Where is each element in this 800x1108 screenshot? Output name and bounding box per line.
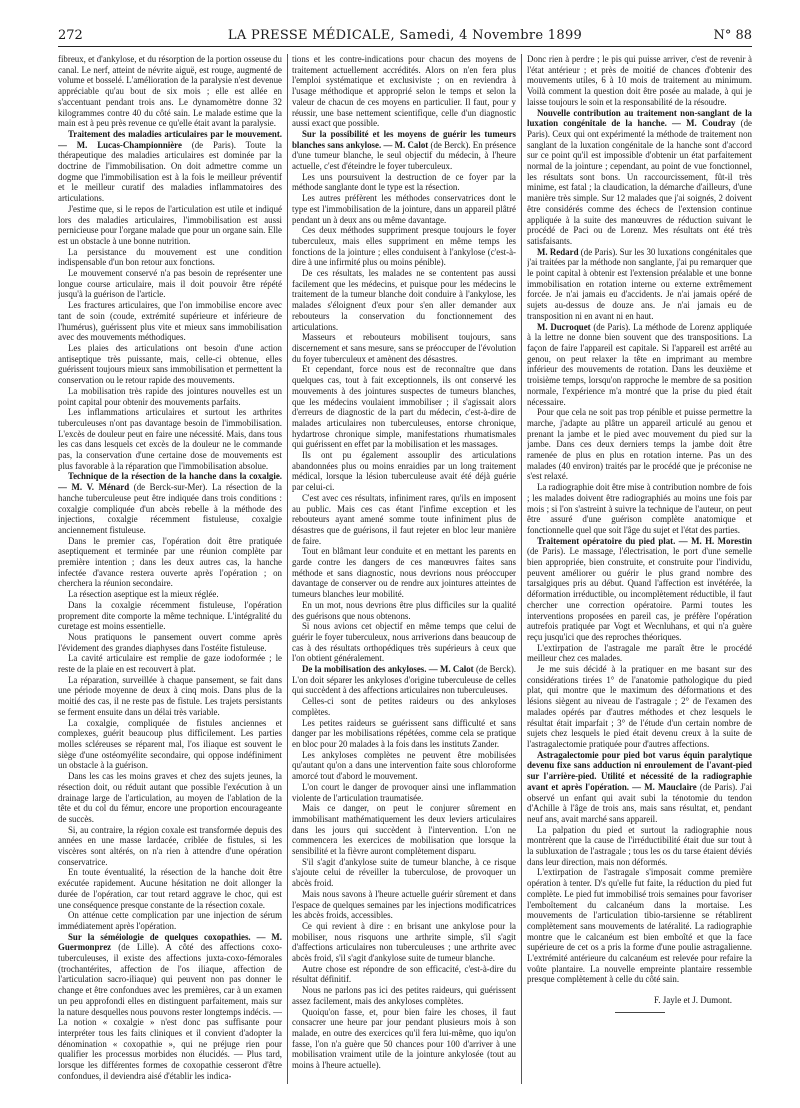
- paragraph-text: Ces deux méthodes suppriment presque toujours le foyer tuberculeux, mais elles suppriment en même temps les fonctions de la jointure ; elles conduisent à l'ankylose (c'est-à-dire à une infirmité plus ou moins pénible).: [292, 225, 516, 268]
- paragraph: [292, 985, 516, 1006]
- page-header: [58, 28, 752, 48]
- paragraph-text: (de Paris). Toute la thérapeutique des maladies articulaires est dominée par la doctrine de l'immobilisation. On doit admettre comme un dogme que l'immobilisation est à la fois le meilleur préventif et le meilleur curatif des maladies inflammatoires des articulations.: [58, 139, 282, 204]
- paragraph-text: Dans les cas les moins graves et chez des sujets jeunes, la résection doit, ou réduit autant que possible l'exécution à un drainage large de l'articulation, au moyen de l'ablation de la tête et du col du fémur, encore une proportion encourageante de succès.: [58, 771, 282, 824]
- paragraph: [58, 825, 282, 868]
- paragraph-text: Les plaies des articulations ont besoin d'une action antiseptique très puissante, mais, celle-ci obtenue, elles guérissent toujours mieux sans immobilisation et permettent la conservation ou le retour rapide des mouvements.: [58, 342, 282, 386]
- paragraph: [527, 407, 752, 482]
- paragraph: [58, 600, 282, 632]
- paragraph-text: (de Paris). Le massage, l'électrisation, le port d'une semelle bien appropriée, bien construite, et construite pour l'individu, peuvent améliorer ou guérir le plus grand nombre des tarsalgiques pris au début. Quand l'affection est invétérée, la déformation irréductible, ou incomplètement réductible, il faut chercher une correction opératoire. Parmi toutes les interventions proposées en pareil cas, je préfère l'opération autrefois pratiquée par Vogt et Wecnluhans, et qui n'a guère reçu jusqu'ici que des reproches théoriques.: [527, 546, 752, 642]
- paragraph-text: (de Paris). J'ai observé un enfant qui avait subi la ténotomie du tendon d'Achille à l'âge de trois ans, mais sans résultat, et, pendant neuf ans, avait marché sans appareil.: [527, 781, 752, 824]
- section-heading: Nouvelle contribution au traitement non-sanglant de la luxation congénitale de la hanche. — M. Coudray: [527, 107, 752, 129]
- paragraph-text: Quoiqu'on fasse, et, pour bien faire les choses, il faut consacrer une heure par jour pendant plusieurs mois à son malade, en outre des exercices qu'il fera lui-même, quo iqu'on fasse, l'on n'a guère que 50 chances pour 100 d'arriver à une mobilisation vraiment utile de la jointure ankylosée (tout au moins à l'heure actuelle).: [292, 1006, 516, 1071]
- paragraph-text: Ils ont pu également assouplir des articulations abandonnées plus ou moins enraidies par un long traitement médical, lorsque la lésion tuberculeuse avait été déjà guérie par celui-ci.: [292, 450, 516, 493]
- column-separator: [521, 54, 522, 1084]
- text-column-3: [527, 54, 752, 1084]
- paragraph-text: La mobilisation très rapide des jointures nouvelles est un point capital pour obtenir des mouvements parfaits.: [58, 385, 282, 407]
- paragraph: [292, 696, 516, 717]
- section-heading: M. Redard: [537, 246, 579, 257]
- author-signature: F. Jayle et J. Dumont.: [653, 995, 732, 1006]
- paragraph-text: Les fractures articulaires, que l'on immobilise encore avec tant de soin (coude, extrémité supérieure et inférieure de l'humérus), guérissent plus vite et mieux sans immobilisation avec des mouvements méthodiques.: [58, 300, 282, 343]
- paragraph: [527, 108, 752, 247]
- paragraph: [292, 225, 516, 268]
- paragraph-text: S'il s'agit d'ankylose suite de tumeur blanche, à ce risque s'ajoute celui de réveiller la tuberculose, de provoquer un abcès froid.: [292, 856, 516, 889]
- paragraph-text: Dans la coxalgie récemment fistuleuse, l'opération proprement dite comporte la même technique. L'intégralité du curetage est moins essentielle.: [58, 599, 282, 632]
- paragraph: [527, 825, 752, 868]
- paragraph: [527, 750, 752, 825]
- section-heading: Traitement opératoire du pied plat. — M. H. Morestin: [537, 535, 752, 546]
- paragraph: [58, 867, 282, 910]
- column-separator: [287, 54, 288, 1084]
- paragraph: [292, 54, 516, 129]
- paragraph: [58, 386, 282, 407]
- paragraph-text: tions et les contre-indications pour chacun des moyens de traitement actuellement accrédités. Alors on n'en fera plus l'emploi systématique et exclusiviste ; on en reviendra à l'usage méthodique et approprié selon le temps et selon la valeur de chacun de ces moyens en particulier. Il faut, pour y réussir, une base nettement scientifique, celle d'un diagnostic aussi exact que possible.: [292, 54, 516, 129]
- paragraph-text: Autre chose est répondre de son efficacité, c'est-à-dire du résultat définitif.: [292, 963, 516, 985]
- paragraph: [58, 343, 282, 386]
- paragraph: [527, 664, 752, 750]
- paragraph: [58, 204, 282, 247]
- paragraph: [292, 268, 516, 332]
- paragraph: [292, 172, 516, 193]
- paragraph-text: C'est avec ces résultats, infiniment rares, qu'ils en imposent au public. Mais ces cas étant l'infime exception et les rebouteurs ayant amené somme toute infiniment plus de désastres que de guérisons, il faut rejeter en bloc leur manière de faire.: [292, 492, 516, 546]
- paragraph-text: (de Paris). Ceux qui ont expérimenté la méthode de traitement non sanglant de la luxation congénitale de la hanche sont d'accord sur ce point qu'il est impossible d'obtenir un état parfaitement normal de la jointure ; cependant, au point de vue fonctionnel, les résultats sont bons. Un raccourcissement, fût-il très minime, est fatal ; la claudication, la démarche d'ailleurs, d'une manière très simple. Sur 12 malades que j'ai soignés, 2 doivent être considérés comme des échecs de l'extension continue appliquée à la suite des manœuvres de réduction suivant le procédé de Paci ou de Lorenz. Mes résultats ont été très satisfaisants.: [527, 118, 752, 246]
- issue-number: N° 88: [713, 28, 752, 43]
- paragraph-text: Les petites raideurs se guérissent sans difficulté et sans danger par les mobilisations répétées, comme cela se pratique en bloc pour 20 malades à la fois dans les instituts Zander.: [292, 717, 516, 749]
- paragraph: [292, 889, 516, 921]
- end-rule: [615, 1012, 665, 1013]
- paragraph: [58, 536, 282, 590]
- paragraph: [292, 803, 516, 857]
- paragraph: [58, 718, 282, 772]
- section-heading: Traitement des maladies articulaires par le mouvement. — M. Lucas-Championnière: [58, 128, 282, 150]
- paragraph: [58, 407, 282, 471]
- paragraph-text: De ces résultats, les malades ne se contentent pas aussi facilement que les médecins, et puisque pour les médecins le traitement de la tumeur blanche doit conduire à l'ankylose, les malades s'éloignent d'eux pour s'en aller demander aux rebouteurs la conservation du fonctionnement des articulations.: [292, 268, 516, 332]
- paragraph-text: Les autres préfèrent les méthodes conservatrices dont le type est l'immobilisation de la jointure, dans un appareil plâtré pendant un à deux ans ou même davantage.: [292, 193, 516, 225]
- paragraph-text: Et cependant, force nous est de reconnaître que dans quelques cas, tout à fait exceptionnels, ils ont conservé les mouvements à des jointures suspectes de tumeurs blanches, que les médecins voulaient immobiliser ; il s'agissait alors d'erreurs de diagnostic de la part du médecin, c'est-à-dire de malades articulaires non tuberculeuses, entorse chronique, hydartrose chronique simple, manifestations rhumatismales qui guérissent en effet par la mobilisation et les massages.: [292, 364, 516, 450]
- paragraph: [527, 536, 752, 643]
- paragraph-text: Donc rien à perdre ; le pis qui puisse arriver, c'est de revenir à l'état antérieur ; et près de moitié de chances d'obtenir des mouvements utiles, 6 à 10 mois de traitement au minimum. Voilà comment la question doit être posée au malade, à qui je laisse toujours le soin et la responsabilité de la résoudre.: [527, 54, 752, 107]
- paragraph-text: En toute éventualité, la résection de la hanche doit être exécutée rapidement. Aucune hésitation ne doit allonger la durée de l'opération, car tout retard aggrave le choc, qui est une conséquence presque constante de la résection coxale.: [58, 867, 282, 910]
- paragraph-text: Les uns poursuivent la destruction de ce foyer par la méthode sanglante dont le type est la résection.: [292, 171, 516, 193]
- paragraph-text: La persistance du mouvement est une condition indispensable d'un bon retour aux fonctions.: [58, 246, 282, 268]
- paragraph: [527, 322, 752, 408]
- paragraph: [58, 771, 282, 825]
- paragraph: [527, 247, 752, 322]
- paragraph: [292, 193, 516, 225]
- paragraph: [292, 921, 516, 964]
- paragraph: [58, 300, 282, 343]
- paragraph: [292, 857, 516, 889]
- paragraph-text: L'extirpation de l'astragale me paraît être le procédé meilleur chez ces malades.: [527, 642, 752, 664]
- paragraph-text: Si, au contraire, la région coxale est transformée depuis des années en une masse lardacée, criblée de fistules, si les viscères sont altérés, on n'a rien à attendre d'une opération conservatrice.: [58, 824, 282, 867]
- paragraph-text: L'on court le danger de provoquer ainsi une inflammation violente de l'articulation traumatisée.: [292, 781, 516, 803]
- paragraph-text: (de Paris). Sur les 30 luxations congénitales que j'ai traitées par la méthode non sanglante, j'ai pu remarquer que le point capital à obtenir est l'extension préalable et une bonne immobilisation en rotation interne ou externe extrêmement forcée. Je n'ai jamais eu d'accidents. Je n'ai jamais opéré de sujets au-dessus de douze ans. Je n'ai jamais eu de transposition ni en avant ni en haut.: [527, 246, 752, 321]
- paragraph: [58, 268, 282, 300]
- paragraph-text: La cavité articulaire est remplie de gaze iodoformée ; le reste de la plaie en est recouvert à plat.: [58, 653, 282, 675]
- paragraph: [292, 664, 516, 696]
- journal-title: LA PRESSE MÉDICALE, Samedi, 4 Novembre 1899: [227, 28, 583, 43]
- paragraph-text: (de Paris). La méthode de Lorenz appliquée à la lettre ne donne bien souvent que des transpositions. La façon de faire l'appareil est capitale. Si l'appareil est arrêté au genou, on peut relaxer la tête en imprimant au membre inférieur des mouvements de rotation. Dans les deuxième et troisième temps, lorsqu'on rapproche le membre de sa position normale, l'expérience m'a montré que la prise du pied était nécessaire.: [527, 321, 752, 407]
- paragraph-text: Si nous avions cet objectif en même temps que celui de guérir le foyer tuberculeux, nous arriverions dans beaucoup de cas à des résultats orthopédiques très supérieurs à ceux que l'on obtient généralement.: [292, 621, 516, 664]
- section-heading: De la mobilisation des ankyloses. — M. Calot: [302, 664, 474, 675]
- paragraph-text: Tout en blâmant leur conduite et en mettant les parents en garde contre les dangers de ces manœuvres faites sans méthode et sans diagnostic, nous devrions nous préoccuper davantage de conserver ou de rendre aux jointures atteintes de tumeurs blanches leur mobilité.: [292, 546, 516, 600]
- section-heading: Sur la séméiologie de quelques coxopathies. — M. Guermonprez: [58, 931, 282, 953]
- paragraph: [58, 589, 282, 600]
- paragraph-text: La résection aseptique est la mieux réglée.: [68, 589, 219, 600]
- paragraph: [58, 247, 282, 268]
- text-column-1: [58, 54, 282, 1084]
- paragraph-text: Masseurs et rebouteurs mobilisent toujours, sans discernement et sans mesure, sans se préoccuper de l'évolution du foyer tuberculeux et amènent des désastres.: [292, 332, 516, 364]
- paragraph: [292, 621, 516, 664]
- header-rule: [58, 46, 752, 47]
- paragraph-text: La réparation, surveillée à chaque pansement, se fait dans une période moyenne de deux à cinq mois. Dans plus de la moitié des cas, il ne reste pas de fistule. Les trajets persistants se ferment ensuite dans un délai très variable.: [58, 674, 282, 717]
- paragraph-text: fibreux, et d'ankylose, et du résorption de la portion osseuse du canal. Le nerf, atteint de névrite aiguë, est rouge, augmenté de volume et bosselé. L'amélioration de la paralysie n'est devenue appréciable qu'au bout de six mois ; elle est allée en s'accentuant pendant trois ans. Le dynamomètre donne 32 kilogrammes contre 40 du côté sain. Le malade estime que la main est à peu près revenue ce qu'elle était avant la paralysie.: [58, 54, 282, 129]
- paragraph: [292, 782, 516, 803]
- section-heading: M. Ducroquet: [537, 321, 591, 332]
- section-heading: Sur la possibilité et les moyens de guérir les tumeurs blanches sans ankylose. — M. Calot: [292, 128, 516, 150]
- paragraph: [292, 750, 516, 782]
- paragraph: [292, 964, 516, 985]
- section-heading: Technique de la résection de la hanche dans la coxalgie. — M. V. Ménard: [58, 471, 282, 493]
- paragraph-text: L'extirpation de l'astragale s'imposait comme première opération à tenter. D's qu'elle fut faite, la réduction du pied fut complète. Le pied fut immobilisé trois semaines pour favoriser l'emboîtement du calcanéum dans la mortaise. Les mouvements de l'articulation tibio-tarsienne se rétablirent complètement sans mouvements de latéralité. La radiographie montre que le calcanéum est bien emboîté et que la face supérieure de cet os a pris la forme d'une poulie astragalienne. L'extrémité antérieure du calcanéum est relevée pour refaire la voûte plantaire. La nouvelle empreinte plantaire ressemble presque complètement à celle du côté sain.: [527, 867, 752, 985]
- paragraph: [292, 600, 516, 621]
- paragraph-text: (de Berck). L'on doit séparer les ankyloses d'origine tuberculeuse de celles qui succèdent à des affections articulaires non tuberculeuses.: [292, 664, 516, 696]
- paragraph: [58, 675, 282, 718]
- paragraph: [292, 493, 516, 547]
- paragraph-text: Mais nous savons à l'heure actuelle guérir sûrement et dans l'espace de quelques semaines par les injections modificatrices les abcès froids, accessibles.: [292, 888, 516, 921]
- paragraph-text: La radiographie doit être mise à contribution nombre de fois ; les malades doivent être radiographiés au moins une fois par mois ; si l'on s'astreint à suivre la technique de l'auteur, on peut être assuré d'une guérison complète anatomique et fonctionnelle quel que soit l'âge du sujet et l'état des parties.: [527, 482, 752, 535]
- paragraph: [527, 482, 752, 536]
- paragraph: [58, 932, 282, 1082]
- paragraph: [58, 471, 282, 535]
- paragraph: [58, 653, 282, 674]
- paragraph: [292, 718, 516, 750]
- paragraph: [292, 546, 516, 600]
- paragraph-text: J'estime que, si le repos de l'articulation est utile et indiqué lors des maladies articulaires, l'immobilisation est aussi pernicieuse pour l'organe malade que pour un organe sain. Elle est un obstacle à une bonne nutrition.: [58, 203, 282, 246]
- paragraph-text: (de Berck-sur-Mer). La résection de la hanche tuberculeuse peut être indiquée dans trois conditions : coxalgie compliquée d'un abcès rebelle à la méthode des injections, coxalgie récemment fistuleuse, coxalgie anciennement fistuleuse.: [58, 482, 282, 535]
- paragraph: [527, 54, 752, 108]
- paragraph-text: Les ankyloses complètes ne peuvent être mobilisées qu'autant qu'on a dans une intervention faite sous chloroforme amorcé tout d'abord le mouvement.: [292, 749, 516, 782]
- paragraph-text: En un mot, nous devrions être plus difficiles sur la qualité des guérisons que nous obtenons.: [292, 599, 516, 621]
- paragraph: [58, 129, 282, 204]
- paragraph: [292, 450, 516, 493]
- paragraph-text: Les inflammations articulaires et surtout les arthrites tuberculeuses n'ont pas davantage besoin de l'immobilisation. L'excès de douleur peut en faire une nécessité. Mais, dans tous les cas dans lesquels cet excès de la douleur ne le commande pas, la conservation d'une certaine dose de mouvements est plus favorable à la réparation que l'immobilisation absolue.: [58, 407, 282, 471]
- paragraph-text: Mais ce danger, on peut le conjurer sûrement en immobilisant mathématiquement les deux leviers articulaires dans les jours qui succèdent à l'intervention. L'on ne commencera les exercices de mobilisation que lorsque la sensibilité et la fièvre auront complètement disparu.: [292, 803, 516, 857]
- paragraph-text: Nous pratiquons le pansement ouvert comme après l'évidement des grandes diaphyses dans l'ostéite fistuleuse.: [58, 631, 282, 653]
- paragraph: [292, 129, 516, 172]
- paragraph-text: La coxalgie, compliquée de fistules anciennes et complexes, guérit beaucoup plus difficilement. Les parties molles scléreuses se réparent mal, l'os iliaque est souvent le siège d'une ostéomyélite secondaire, qui oppose indéfiniment un obstacle à la guérison.: [58, 717, 282, 771]
- paragraph-text: (de Lille). A côté des affections coxo-tuberculeuses, il existe des affections juxta-coxo-fémorales (trochantérites, affection de l'os iliaque, affection de l'articulation sacro-iliaque) qui peuvent non pas donner le change et être confondues avec les premières, car à un examen un peu approfondi elles en distinguent parfaitement, mais sur la nature desquelles nous pouvons rester longtemps indécis. — La notion « coxalgie » n'est donc pas suffisante pour interpréter tous les faits cliniques et il convient d'adopter la dénomination « coxopathie », qui ne préjuge rien pour qualifier les processus morbides non élucidés. — Plus tard, lorsque les différentes formes de coxopathie cesseront d'être confondues, il deviendra aisé d'établir les indica-: [58, 942, 282, 1081]
- paragraph-text: Celles-ci sont de petites raideurs ou des ankyloses complètes.: [292, 696, 516, 717]
- paragraph-text: Je me suis décidé à la pratiquer en me basant sur des considérations tirées 1° de l'anatomie pathologique du pied plat, qui montre que le maximum des déformations et des lésions siègent au niveau de l'astragale ; 2° de l'examen des malades opérés par d'autres méthodes et chez lesquels le résultat était imparfait ; 3° de l'étude d'un certain nombre de sujets chez lesquels le pied était devenu creux à la suite de l'astragalectomie pratiquée pour d'autres affections.: [527, 664, 752, 749]
- paragraph-text: Dans le premier cas, l'opération doit être pratiquée aseptiquement et terminée par une réunion complète par première intention ; dans les deux autres cas, la hanche infectée d'avance restera ouverte après l'opération ; on cherchera la réunion secondaire.: [58, 535, 282, 589]
- paragraph: [527, 867, 752, 985]
- text-column-2: [292, 54, 516, 1084]
- paragraph: [292, 332, 516, 364]
- paragraph-text: Ce qui revient à dire : en brisant une ankylose pour la mobiliser, nous risquons une arthrite simple, s'il s'agit d'affections articulaires non tuberculeuses ; une arthrite avec abcès froid, s'il s'agit d'ankylose suite de tumeur blanche.: [292, 920, 516, 964]
- section-heading: Astragalectomie pour pied bot varus équin paralytique devenu fixe sans adduction ni enroulement de l'avant-pied sur l'arrière-pied. Utilité et nécessité de la radiographie avant et après l'opération. — M. Mauclaire: [527, 749, 752, 792]
- paragraph: [527, 643, 752, 664]
- paragraph-text: Le mouvement conservé n'a pas besoin de représenter une longue course articulaire, mais il doit pouvoir être répété jusqu'à la guérison de l'article.: [58, 268, 282, 300]
- paragraph: [292, 364, 516, 450]
- paragraph: [58, 910, 282, 931]
- paragraph: [58, 54, 282, 129]
- paragraph: [58, 632, 282, 653]
- paragraph-text: Pour que cela ne soit pas trop pénible et puisse permettre la marche, j'adapte au plâtre un appareil articulé au genou et prenant la jambe et le pied avec mouvement du pied sur la jambe. Dans ces deux derniers temps la jambe doit être ramenée de plus en plus en rotation interne. Pas un des malades (40 environ) traités par le procédé que je préconise ne s'est relaxé.: [527, 407, 752, 482]
- page-number: 272: [58, 28, 83, 43]
- paragraph-text: La palpation du pied et surtout la radiographie nous montrèrent que la cause de l'irréductibilité était due sur tout à la subluxation de l'astragale ; tous les os du tarse étaient déviés dans leur direction, mais non déformés.: [527, 824, 752, 867]
- paragraph-text: Nous ne parlons pas ici des petites raideurs, qui guérissent assez facilement, mais des ankyloses complètes.: [292, 985, 516, 1006]
- paragraph-text: (de Berck). En présence d'une tumeur blanche, le seul objectif du médecin, à l'heure actuelle, c'est d'éteindre le foyer tuberculeux.: [292, 139, 516, 172]
- paragraph-text: On atténue cette complication par une injection de sérum immédiatement après l'opération.: [58, 910, 282, 931]
- paragraph: [292, 1007, 516, 1071]
